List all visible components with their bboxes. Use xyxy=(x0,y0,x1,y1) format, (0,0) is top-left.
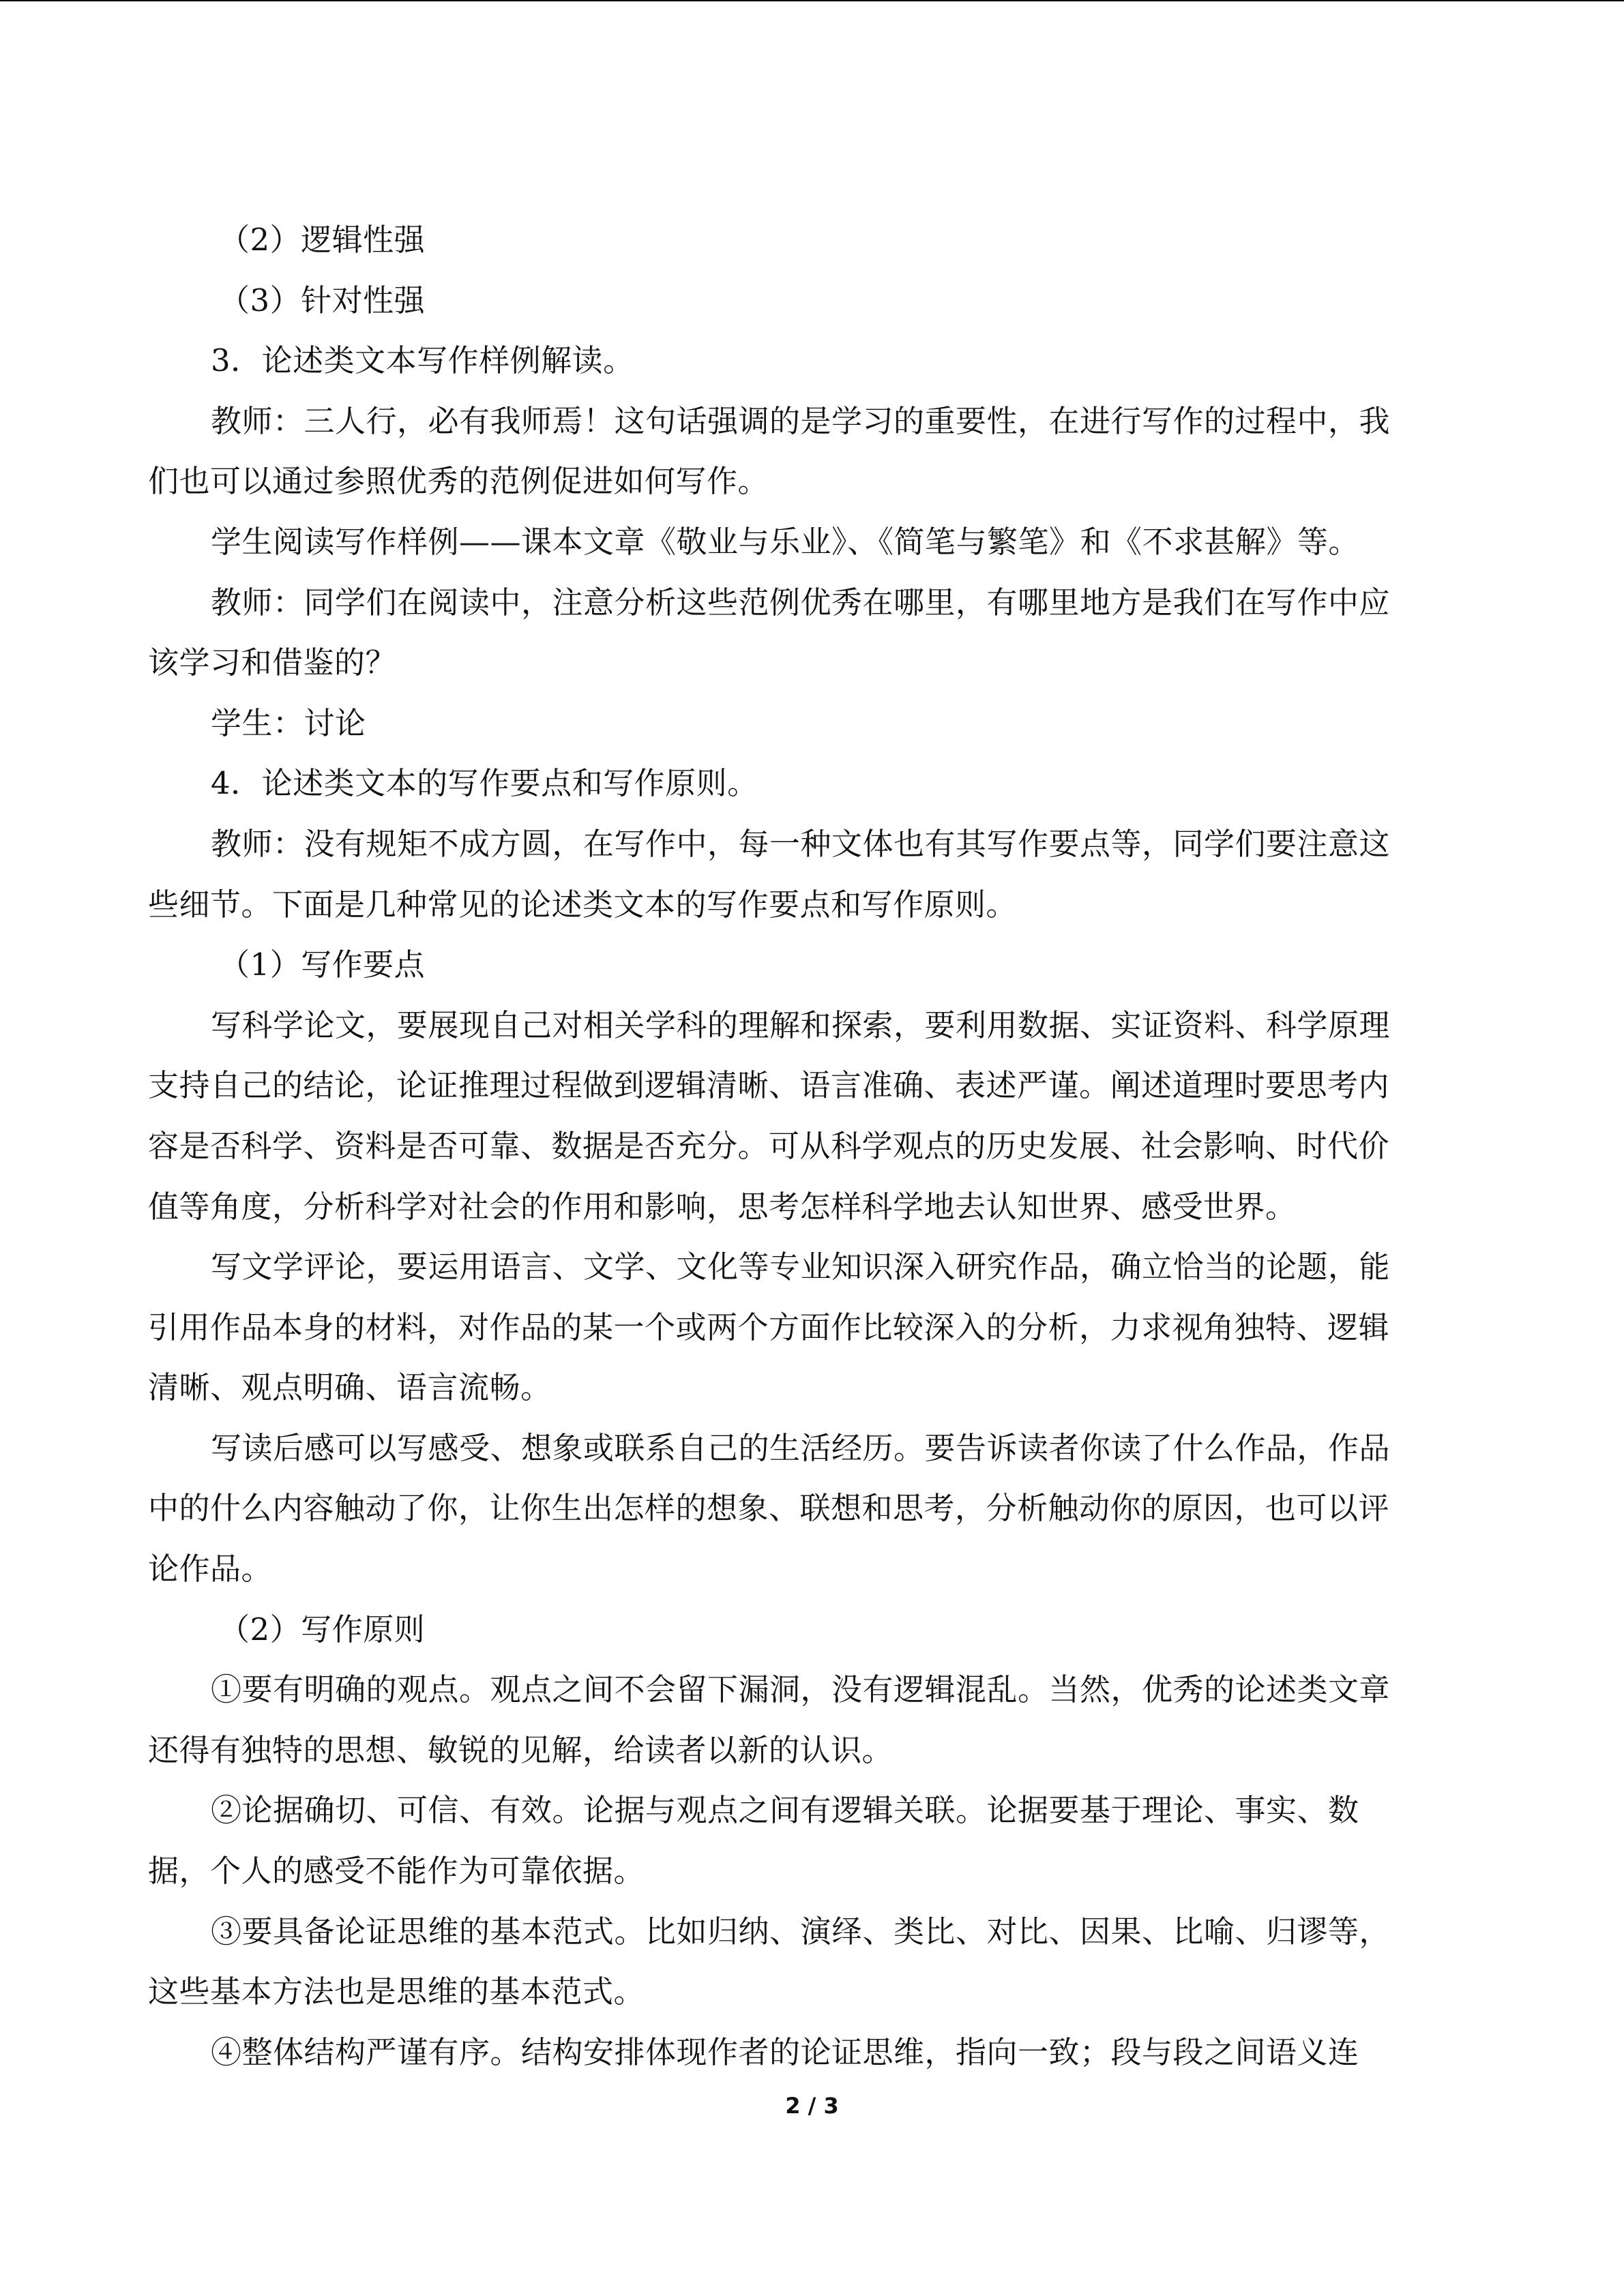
paragraph-line: 些细节。下面是几种常见的论述类文本的写作要点和写作原则。 xyxy=(148,886,1018,923)
paragraph-line: 写科学论文，要展现自己对相关学科的理解和探索，要利用数据、实证资料、科学原理 xyxy=(211,1007,1391,1043)
paragraph-line: 还得有独特的思想、敏锐的见解，给读者以新的认识。 xyxy=(148,1731,894,1768)
paragraph-line: 据，个人的感受不能作为可靠依据。 xyxy=(148,1853,645,1890)
paragraph-line: 教师：三人行，必有我师焉！这句话强调的是学习的重要性，在进行写作的过程中，我 xyxy=(211,402,1391,439)
list-item-logical: （2）逻辑性强 xyxy=(219,222,426,258)
paragraph-line: 论作品。 xyxy=(148,1551,273,1587)
paragraph-line: 学生阅读写作样例——课本文章《敬业与乐业》、《简笔与繁笔》和《不求甚解》等。 xyxy=(211,523,1360,560)
page-number: 2 / 3 xyxy=(785,2093,839,2119)
paragraph-line: 教师：没有规矩不成方圆，在写作中，每一种文体也有其写作要点等，同学们要注意这 xyxy=(211,825,1391,862)
paragraph-line: 写文学评论，要运用语言、文学、文化等专业知识深入研究作品，确立恰当的论题，能 xyxy=(211,1249,1391,1285)
list-item-targeted: （3）针对性强 xyxy=(219,282,426,318)
paragraph-line: 这些基本方法也是思维的基本范式。 xyxy=(148,1973,645,2010)
paragraph-line: 清晰、观点明确、语言流畅。 xyxy=(148,1369,552,1406)
paragraph-line: 们也可以通过参照优秀的范例促进如何写作。 xyxy=(148,463,769,500)
paragraph-line: 支持自己的结论，论证推理过程做到逻辑清晰、语言准确、表述严谨。阐述道理时要思考内 xyxy=(148,1067,1390,1104)
paragraph-line: 中的什么内容触动了你，让你生出怎样的想象、联想和思考，分析触动你的原因，也可以评 xyxy=(148,1490,1390,1527)
paragraph-line: ③要具备论证思维的基本范式。比如归纳、演绎、类比、对比、因果、比喻、归谬等， xyxy=(211,1913,1391,1950)
paragraph-line: ②论据确切、可信、有效。论据与观点之间有逻辑关联。论据要基于理论、事实、数 xyxy=(211,1792,1359,1829)
document-body xyxy=(148,210,1458,2083)
paragraph-line: 值等角度，分析科学对社会的作用和影响，思考怎样科学地去认知世界、感受世界。 xyxy=(148,1188,1297,1225)
paragraph-line: 教师：同学们在阅读中，注意分析这些范例优秀在哪里，有哪里地方是我们在写作中应 xyxy=(211,584,1391,621)
paragraph-line: 写读后感可以写感受、想象或联系自己的生活经历。要告诉读者你读了什么作品，作品 xyxy=(211,1429,1391,1466)
top-border-line xyxy=(0,0,1624,1)
paragraph-line: ④整体结构严谨有序。结构安排体现作者的论证思维，指向一致；段与段之间语义连 xyxy=(211,2033,1359,2070)
paragraph-line: 引用作品本身的材料，对作品的某一个或两个方面作比较深入的分析，力求视角独特、逻辑 xyxy=(148,1309,1390,1345)
paragraph-line: 该学习和借鉴的？ xyxy=(148,644,397,681)
section-heading-3: 3．论述类文本写作样例解读。 xyxy=(211,342,634,379)
subheading-writing-points: （1）写作要点 xyxy=(219,946,426,983)
paragraph-line: ①要有明确的观点。观点之间不会留下漏洞，没有逻辑混乱。当然，优秀的论述类文章 xyxy=(211,1671,1391,1708)
subheading-writing-principles: （2）写作原则 xyxy=(219,1611,426,1648)
paragraph-line: 容是否科学、资料是否可靠、数据是否充分。可从科学观点的历史发展、社会影响、时代价 xyxy=(148,1127,1390,1164)
paragraph-line: 学生：讨论 xyxy=(211,704,366,741)
section-heading-4: 4．论述类文本的写作要点和写作原则。 xyxy=(211,765,758,802)
